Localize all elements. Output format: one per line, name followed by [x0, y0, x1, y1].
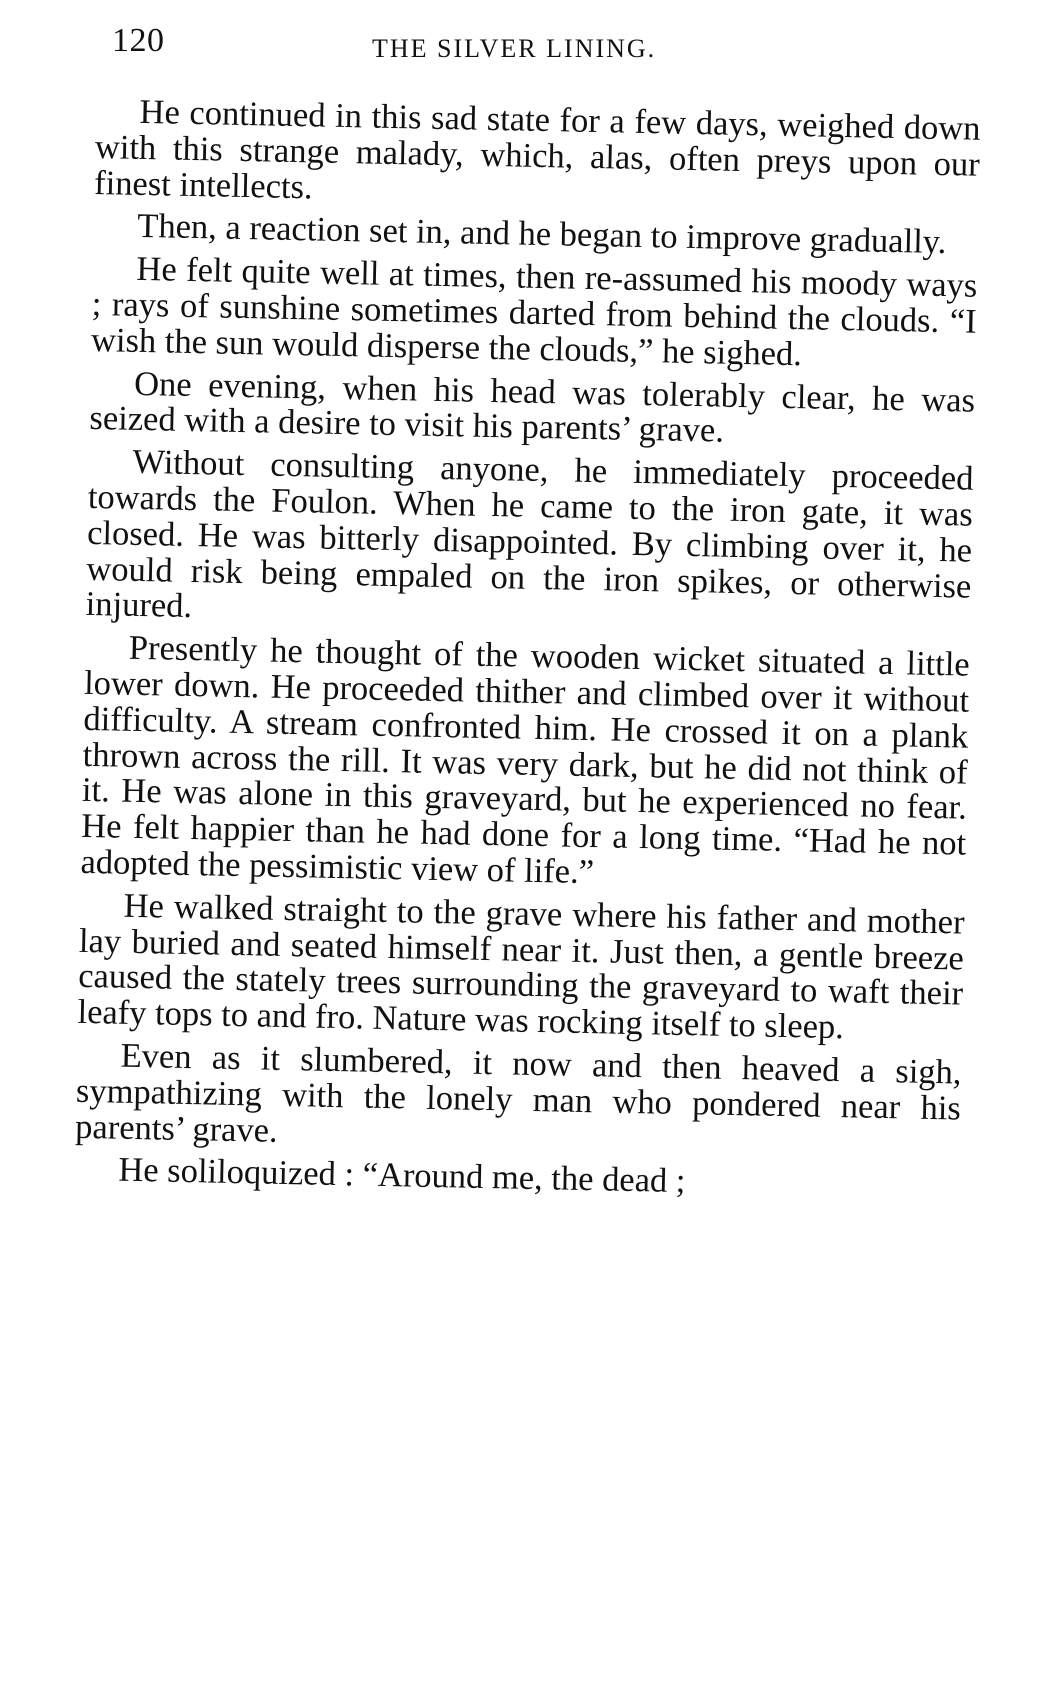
paragraph-5: Without consulting anyone, he immediately proceeded towards the Foulon. When he came to the iron gate, it was closed. He was bitterly disappointed. By climbing over it, he would risk being empaled on the iron spikes, or otherwise injured. [85, 442, 974, 626]
page-number: 120 [112, 22, 165, 59]
paragraph-3: He felt quite well at times, then re-assumed his moody ways ; rays of sunshine sometimes darted from behind the clouds. “I wish the sun would disperse the clouds,” he sighed. [90, 250, 978, 373]
paragraph-1: He continued in this sad state for a few days, weighed down with this strange malady, which, alas, often preys upon our finest intellects. [93, 92, 981, 206]
paragraph-8: Even as it slumbered, it now and then heaved a sigh, sympathizing with the lonely man who pondered near his parents’ grave. [74, 1036, 962, 1150]
paragraph-9: He soliloquized : “Around me, the dead ; [118, 1150, 686, 1201]
running-title: THE SILVER LINING. [372, 34, 657, 63]
paragraph-6: Presently he thought of the wooden wicket situated a little lower down. He proceeded thither and climbed over it without difficulty. A stream confronted him. He crossed it on a plank thrown across the rill. It was very dark, but he did not think of it. He was alone in this graveyard, but he experienced no fear. He felt happier than he had done for a long time. “Had he not adopted the pessimistic view of life.” [80, 628, 971, 892]
page-header [112, 22, 942, 70]
paragraph-2: Then, a reaction set in, and he began to improve gradually. [136, 207, 947, 262]
paragraph-4: One evening, when his head was tolerably clear, he was seized with a desire to visit his parents’ grave. [89, 364, 976, 451]
body-text [74, 94, 981, 1213]
paragraph-7: He walked straight to the grave where his father and mother lay buried and seated himself near it. Just then, a gentle breeze caused the stately trees surrounding the graveyard to waft their leafy tops to and fro. Nature was rocking itself to sleep. [77, 886, 965, 1047]
